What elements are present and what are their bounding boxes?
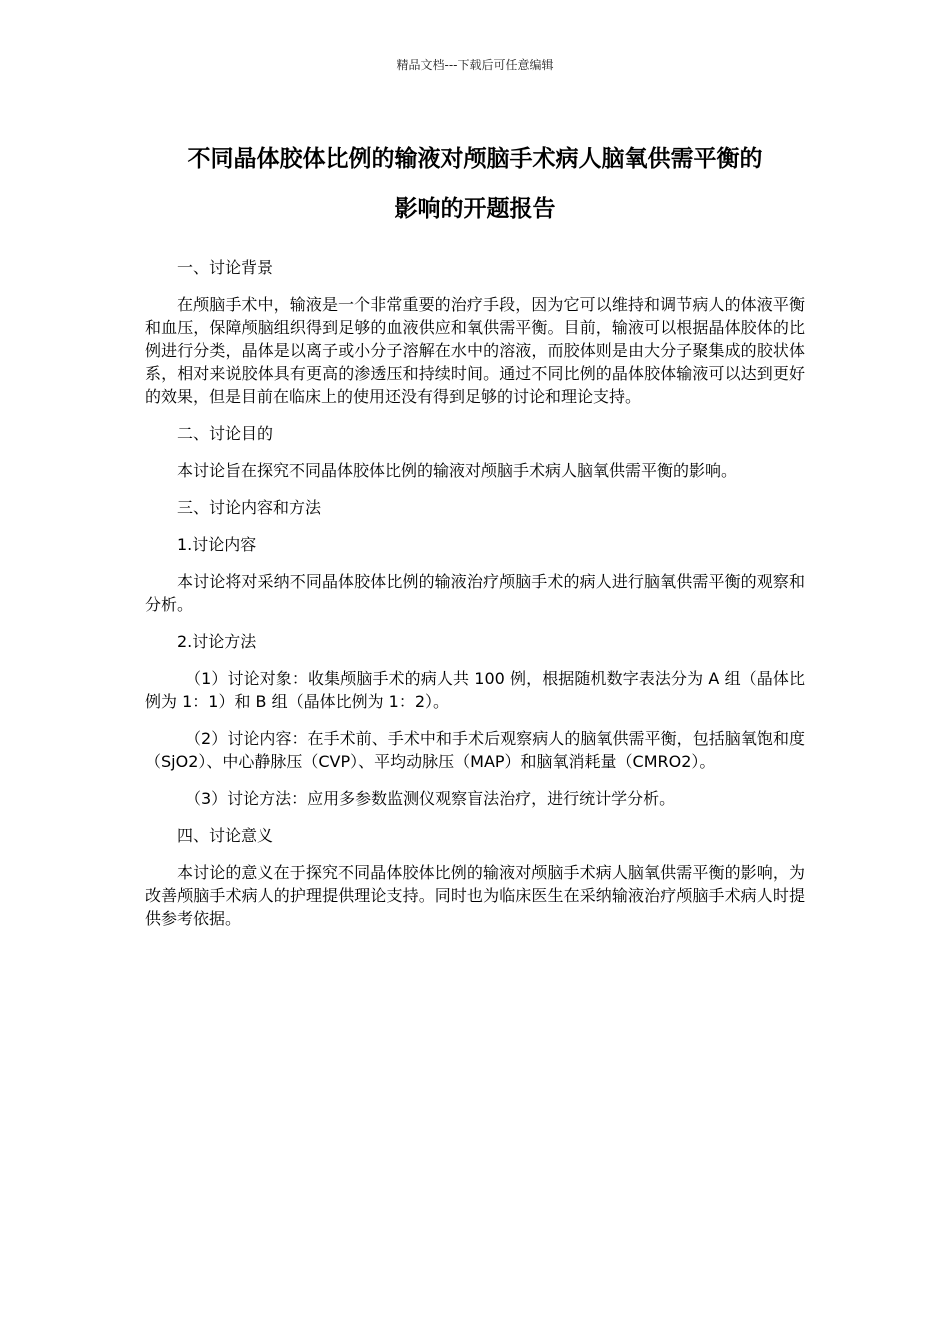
paragraph-content: 本讨论将对采纳不同晶体胶体比例的输液治疗颅脑手术的病人进行脑氧供需平衡的观察和分析。 bbox=[145, 572, 805, 614]
paragraph-significance: 本讨论的意义在于探究不同晶体胶体比例的输液对颅脑手术病人脑氧供需平衡的影响，为改善颅脑手术病人的护理提供理论支持。同时也为临床医生在采纳输液治疗颅脑手术病人时提供参考依据。 bbox=[145, 863, 805, 928]
paragraph-purpose: 本讨论旨在探究不同晶体胶体比例的输液对颅脑手术病人脑氧供需平衡的影响。 bbox=[177, 461, 738, 480]
subheading-content: 1.讨论内容 bbox=[177, 535, 257, 554]
section-heading-methods: 三、讨论内容和方法 bbox=[177, 498, 322, 517]
document-title-line-2: 影响的开题报告 bbox=[394, 196, 556, 222]
section-heading-significance: 四、讨论意义 bbox=[177, 826, 274, 845]
method-item-observations: （2）讨论内容：在手术前、手术中和手术后观察病人的脑氧供需平衡，包括脑氧饱和度（SjO2）、中心静脉压（CVP）、平均动脉压（MAP）和脑氧消耗量（CMRO2）。 bbox=[145, 729, 805, 771]
document-title-line-1: 不同晶体胶体比例的输液对颅脑手术病人脑氧供需平衡的 bbox=[187, 146, 763, 172]
paragraph-background: 在颅脑手术中，输液是一个非常重要的治疗手段，因为它可以维持和调节病人的体液平衡和血压，保障颅脑组织得到足够的血液供应和氧供需平衡。目前，输液可以根据晶体胶体的比例进行分类，晶体是以离子或小分子溶解在水中的溶液，而胶体则是由大分子聚集成的胶状体系，相对来说胶体具有更高的渗透压和持续时间。通过不同比例的晶体胶体输液可以达到更好的效果，但是目前在临床上的使用还没有得到足够的讨论和理论支持。 bbox=[145, 295, 805, 406]
section-heading-purpose: 二、讨论目的 bbox=[177, 424, 274, 443]
page-header: 精品文档---下载后可任意编辑 bbox=[396, 58, 554, 72]
method-item-subjects: （1）讨论对象：收集颅脑手术的病人共 100 例，根据随机数字表法分为 A 组（晶体比例为 1：1）和 B 组（晶体比例为 1：2）。 bbox=[145, 669, 805, 711]
document-title bbox=[145, 134, 805, 234]
document-body bbox=[145, 256, 805, 944]
subheading-method: 2.讨论方法 bbox=[177, 632, 257, 651]
method-item-analysis: （3）讨论方法：应用多参数监测仪观察盲法治疗，进行统计学分析。 bbox=[185, 789, 676, 808]
section-heading-background: 一、讨论背景 bbox=[177, 258, 274, 277]
